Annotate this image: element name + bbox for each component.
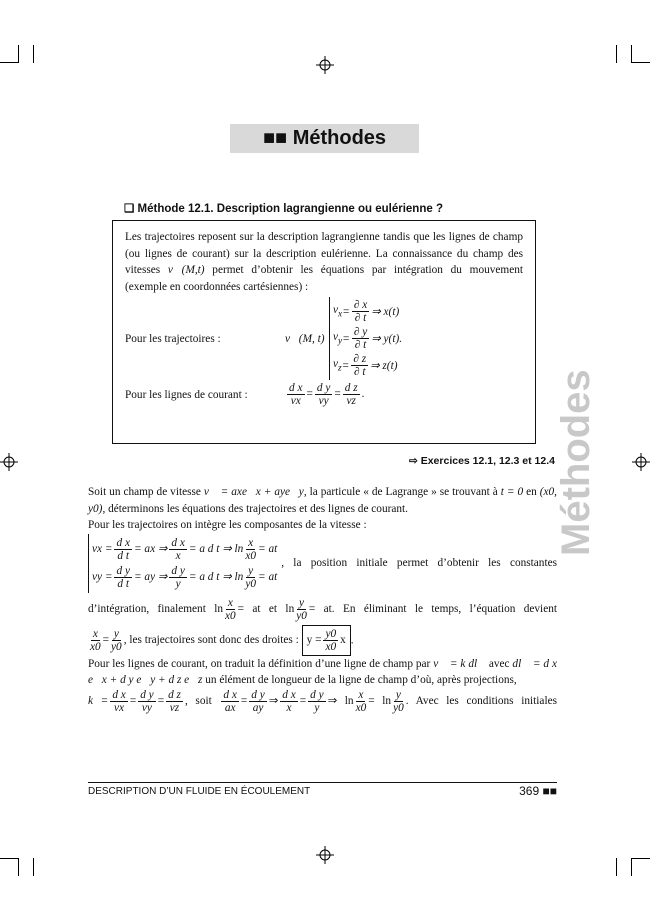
- text-run: = at. En éliminant le temps, l’équation devient: [308, 602, 557, 615]
- fraction: [352, 326, 369, 351]
- fraction: [245, 565, 256, 590]
- text-run: , les trajectoires sont donc des droites :: [123, 634, 302, 646]
- velocity-component: $v_z$: [333, 357, 342, 374]
- math-expression: v⃗ = axe⃗x + aye⃗y: [203, 486, 304, 498]
- denominator: vz: [169, 701, 180, 714]
- streamline-equation: [125, 382, 523, 407]
- denominator: y: [175, 577, 181, 590]
- integration-system: [88, 534, 557, 593]
- crop-mark: [631, 45, 632, 63]
- crop-mark: [18, 45, 19, 63]
- equation-row: [92, 537, 277, 562]
- banner-title: Méthodes: [292, 127, 387, 149]
- fraction: [296, 597, 307, 622]
- equals-sign: =: [342, 305, 350, 318]
- registration-mark-icon: [316, 846, 334, 864]
- text-run: =: [102, 634, 110, 646]
- method-heading: [124, 201, 443, 215]
- registration-mark-icon: [632, 453, 650, 471]
- numerator: d y: [316, 382, 331, 394]
- page-number-text: 369: [519, 784, 540, 798]
- fraction: [169, 537, 187, 562]
- math-run: vy =: [92, 571, 113, 583]
- text-run: =: [240, 694, 248, 707]
- math-run: = a d t ⇒ ln: [188, 543, 244, 555]
- text-run: d’intégration, finalement ln: [88, 602, 223, 615]
- checkbox-icon: ❑: [124, 203, 135, 215]
- crop-mark: [631, 858, 632, 876]
- numerator: d y: [251, 688, 265, 701]
- banner-marks: ■■: [262, 127, 288, 149]
- fraction: [356, 689, 367, 714]
- page-number: [519, 784, 557, 798]
- denominator: ax: [224, 701, 236, 714]
- denominator: ∂ t: [353, 366, 366, 378]
- paragraph: [88, 484, 557, 517]
- numerator: d x: [282, 688, 296, 701]
- result: ⇒ x(t): [371, 306, 400, 318]
- math-expression: (x0, y0): [88, 486, 557, 515]
- denominator: ay: [252, 701, 264, 714]
- crop-mark: [0, 62, 18, 63]
- numerator: y0: [325, 627, 337, 640]
- denominator: x: [286, 701, 292, 714]
- operator: =: [306, 388, 313, 401]
- text-run: . Avec les conditions initiales: [405, 694, 557, 707]
- paragraph-continuation: , la position initiale permet d’obtenir les constantes: [281, 557, 557, 569]
- equals-sign: =: [341, 359, 350, 372]
- trajectory-row: [333, 326, 402, 351]
- text-run: ⇒ ln: [327, 694, 354, 707]
- denominator: vy: [141, 701, 152, 714]
- registration-mark-icon: [0, 453, 18, 471]
- fraction: [166, 689, 183, 714]
- numerator: x: [358, 688, 364, 701]
- numerator: x: [92, 627, 98, 640]
- numerator: d x: [223, 688, 237, 701]
- registration-mark-icon: [316, 56, 334, 74]
- subscript: x: [338, 309, 343, 320]
- result: ⇒ y(t).: [371, 333, 403, 345]
- streamline-fractions: [285, 382, 364, 407]
- numerator: ∂ x: [353, 299, 368, 311]
- side-tab-label: Méthodes: [554, 369, 598, 556]
- numerator: d x: [171, 536, 185, 549]
- math-run: = ax ⇒: [133, 543, 168, 555]
- numerator: ∂ y: [353, 326, 368, 338]
- text-run: =: [299, 694, 307, 707]
- method-intro: [125, 229, 523, 295]
- trajectory-equations: [125, 297, 523, 380]
- exercises-reference: [409, 455, 555, 467]
- text-run: Les trajectoires reposent sur la description lagrangienne tandis que les lignes de champ (ou lignes de courant) sur la description eulérienne. La connaissance du champ des vitesses: [125, 231, 523, 276]
- math-expression: k =: [88, 694, 109, 707]
- velocity-component: $v_y$: [333, 330, 343, 347]
- numerator: y: [113, 627, 119, 640]
- fraction: [323, 628, 338, 653]
- text-run: Pour les lignes de courant, on traduit la définition d’une ligne de champ par: [88, 657, 434, 670]
- text-run: Soit un champ de vitesse: [88, 486, 204, 498]
- fraction: [351, 353, 368, 378]
- text-run: =: [129, 694, 137, 707]
- subscript: y: [338, 336, 343, 347]
- denominator: x0: [245, 549, 256, 562]
- fraction: [221, 689, 239, 714]
- crop-mark: [632, 62, 650, 63]
- streamline-label: Pour les lignes de courant :: [125, 388, 248, 401]
- numerator: d x: [116, 536, 130, 549]
- paragraph: $\frac{x}{x0}$ = $\frac{y}{y0}$ , les trajectoires sont donc des droites : y = $\frac{y0}{x0}$ x .: [88, 625, 557, 656]
- fraction: [114, 565, 132, 590]
- fraction: [343, 382, 360, 407]
- text-run: ⇒: [268, 694, 279, 707]
- exercises-text: Exercices 12.1, 12.3 et 12.4: [420, 455, 555, 467]
- method-box: [112, 220, 536, 444]
- denominator: d t: [117, 549, 130, 562]
- fraction: [110, 689, 128, 714]
- fraction: [287, 382, 305, 407]
- text-run: x: [340, 634, 346, 646]
- velocity-component: $v_x$: [333, 303, 343, 320]
- denominator: y0: [393, 701, 404, 714]
- fraction: [225, 597, 236, 622]
- operator: =: [334, 388, 341, 401]
- footer-marks: ■■: [542, 784, 557, 798]
- fraction: [308, 689, 326, 714]
- fraction: [138, 689, 156, 714]
- text-run: , soit: [184, 694, 220, 707]
- paragraph: [88, 517, 557, 534]
- paragraph: [88, 656, 557, 689]
- math-run: vx =: [92, 543, 113, 555]
- numerator: d y: [116, 564, 130, 577]
- fraction: [90, 628, 101, 653]
- math-run: = a d t ⇒ ln: [188, 571, 244, 583]
- numerator: d y: [140, 688, 154, 701]
- fraction: [280, 689, 298, 714]
- subscript: z: [338, 363, 342, 374]
- denominator: x0: [225, 609, 236, 622]
- boxed-result: [302, 625, 351, 656]
- denominator: y0: [296, 609, 307, 622]
- paragraph: [88, 597, 557, 622]
- text-run: Pour les trajectoires on intègre les composantes de la vitesse :: [88, 519, 367, 531]
- denominator: vx: [114, 701, 125, 714]
- trajectory-row: [333, 353, 402, 378]
- crop-mark: [632, 858, 650, 859]
- crop-mark: [33, 858, 34, 876]
- crop-mark: [0, 858, 18, 859]
- text-run: =: [157, 694, 165, 707]
- denominator: x0: [90, 640, 101, 653]
- denominator: vz: [346, 395, 356, 407]
- fraction: [393, 689, 404, 714]
- fraction: [169, 565, 187, 590]
- trajectory-system: [329, 297, 402, 380]
- equals-sign: =: [342, 332, 350, 345]
- math-run: = at: [258, 571, 278, 583]
- text-run: un élément de longueur de la ligne de champ d’où, après projections,: [202, 674, 517, 686]
- fraction: [315, 382, 333, 407]
- crop-mark: [616, 858, 617, 876]
- equation-row: [92, 565, 277, 590]
- text-run: , la particule « de Lagrange » se trouvant à: [303, 486, 501, 498]
- numerator: d x: [289, 382, 303, 394]
- denominator: x0: [325, 640, 337, 653]
- result: ⇒ z(t): [370, 360, 398, 372]
- denominator: ∂ t: [354, 339, 367, 351]
- body-text: [88, 484, 557, 714]
- operator: .: [361, 388, 365, 401]
- footer-divider: [88, 782, 557, 783]
- text-run: , déterminons les équations des trajectoires et des lignes de courant.: [102, 502, 408, 515]
- denominator: y0: [111, 640, 122, 653]
- text-run: avec: [485, 657, 513, 670]
- denominator: d t: [117, 577, 130, 590]
- trajectory-label: Pour les trajectoires :: [125, 332, 221, 345]
- method-heading-text: Méthode 12.1. Description lagrangienne ou eulérienne ?: [137, 203, 443, 215]
- numerator: x: [248, 536, 254, 549]
- math-expression: v⃗(M,t): [167, 264, 205, 276]
- fraction: [249, 689, 267, 714]
- denominator: y0: [245, 577, 256, 590]
- crop-mark: [616, 45, 617, 63]
- crop-mark: [18, 858, 19, 876]
- numerator: y: [395, 688, 401, 701]
- numerator: d y: [171, 564, 185, 577]
- math-run: = at: [258, 543, 278, 555]
- system-of-equations: [88, 534, 277, 593]
- text-run: en: [523, 486, 540, 498]
- text-run: y =: [306, 634, 322, 646]
- numerator: d z: [344, 382, 358, 394]
- denominator: y: [314, 701, 320, 714]
- crop-mark: [33, 45, 34, 63]
- text-run: permet d’obtenir les équations par intégration du mouvement (exemple en coordonnées cartésiennes) :: [125, 264, 523, 293]
- numerator: d z: [168, 688, 181, 701]
- velocity-field: v⃗(M, t): [285, 332, 325, 345]
- math-expression: dl⃗ = d x e⃗x + d y e⃗y + d z e⃗z: [88, 657, 557, 686]
- footer-chapter: DESCRIPTION D’UN FLUIDE EN ÉCOULEMENT: [88, 786, 311, 797]
- denominator: ∂ t: [354, 312, 367, 324]
- numerator: x: [227, 596, 233, 609]
- numerator: d y: [310, 688, 324, 701]
- fraction: [111, 628, 122, 653]
- text-run: = at et ln: [237, 602, 295, 615]
- fraction: [114, 537, 132, 562]
- denominator: vy: [318, 395, 329, 407]
- numerator: y: [299, 596, 305, 609]
- paragraph: [88, 689, 557, 714]
- numerator: ∂ z: [353, 353, 367, 365]
- text-run: = ln: [368, 694, 392, 707]
- numerator: d x: [112, 688, 126, 701]
- fraction: [245, 537, 256, 562]
- trajectory-row: [333, 299, 402, 324]
- denominator: vx: [290, 395, 301, 407]
- math-expression: t = 0: [500, 486, 524, 498]
- denominator: x: [175, 549, 181, 562]
- fraction: [352, 299, 369, 324]
- arrow-right-icon: ⇨: [408, 455, 418, 467]
- denominator: x0: [355, 701, 367, 714]
- math-run: = ay ⇒: [133, 571, 168, 583]
- section-banner: [230, 124, 419, 153]
- numerator: y: [248, 564, 254, 577]
- math-expression: v⃗ = k dl⃗: [433, 657, 486, 670]
